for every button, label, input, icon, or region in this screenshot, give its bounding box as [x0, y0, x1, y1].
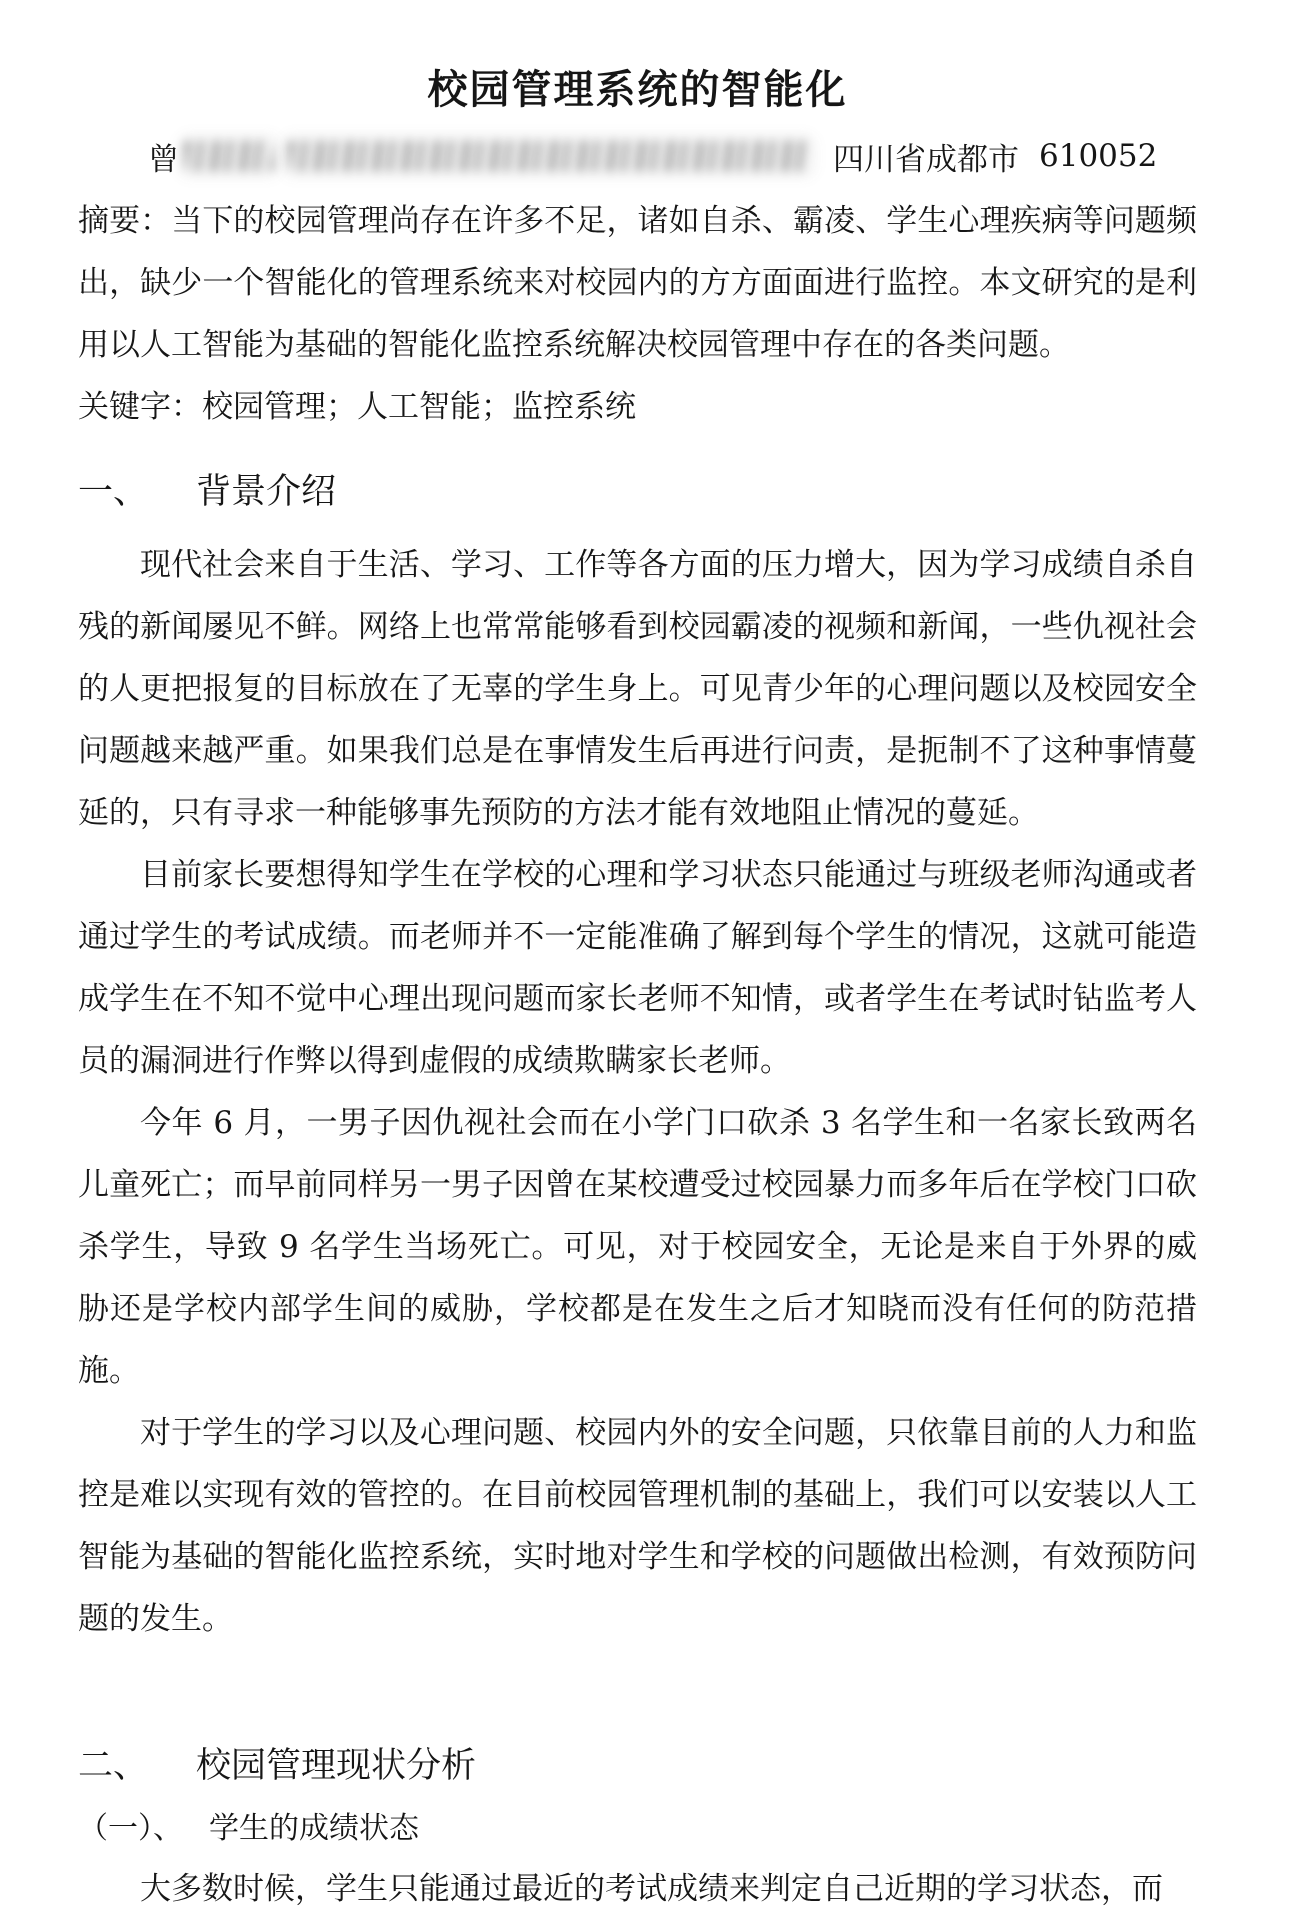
keywords-text: 校园管理；人工智能；监控系统	[202, 389, 636, 425]
abstract-text: 当下的校园管理尚存在许多不足，诸如自杀、霸凌、学生心理疾病等问题频出，缺少一个智能化的管理系统来对校园内的方方面面进行监控。本文研究的是利用以人工智能为基础的智能化监控系统解决校园管理中存在的各类问题。	[78, 203, 1198, 363]
section-title: 背景介绍	[196, 472, 337, 512]
page-title: 校园管理系统的智能化	[427, 66, 848, 113]
section-title: 校园管理现状分析	[196, 1746, 477, 1786]
redacted-author-affiliation-blur	[289, 141, 809, 171]
section-number: 二、	[78, 1746, 149, 1786]
paragraph-background-2: 目前家长要想得知学生在学校的心理和学习状态只能通过与班级老师沟通或者通过学生的考试成绩。而老师并不一定能准确了解到每个学生的情况，这就可能造成学生在不知不觉中心理出现问题而家长老师不知情，或者学生在考试时钻监考人员的漏洞进行作弊以得到虚假的成绩欺瞒家长老师。	[78, 857, 1197, 1079]
paragraph-grade-status-1: 大多数时候，学生只能通过最近的考试成绩来判定自己近期的学习状态，而	[140, 1871, 1163, 1907]
subsection-number: （一）、	[78, 1811, 183, 1846]
author-surname: 曾	[148, 141, 179, 178]
section-heading-background	[78, 464, 1197, 520]
keywords-line	[78, 376, 1197, 438]
abstract-label: 摘要：	[78, 203, 172, 239]
abstract-paragraph	[78, 190, 1197, 376]
subsection-title: 学生的成绩状态	[209, 1811, 419, 1846]
paragraph-background-1: 现代社会来自于生活、学习、工作等各方面的压力增大，因为学习成绩自杀自残的新闻屡见不鲜。网络上也常常能够看到校园霸凌的视频和新闻，一些仇视社会的人更把报复的目标放在了无辜的学生身上。可见青少年的心理问题以及校园安全问题越来越严重。如果我们总是在事情发生后再进行问责，是扼制不了这种事情蔓延的，只有寻求一种能够事先预防的方法才能有效地阻止情况的蔓延。	[78, 547, 1197, 831]
section-number: 一、	[78, 472, 149, 512]
section-heading-status-analysis	[78, 1738, 1197, 1794]
author-location: 四川省成都市	[833, 141, 1019, 178]
keywords-label: 关键字：	[78, 389, 202, 425]
redacted-author-name-blur	[185, 141, 273, 171]
paragraph-background-4: 对于学生的学习以及心理问题、校园内外的安全问题，只依靠目前的人力和监控是难以实现有效的管控的。在目前校园管理机制的基础上，我们可以安装以人工智能为基础的智能化监控系统，实时地对学生和学校的问题做出检测，有效预防问题的发生。	[78, 1415, 1197, 1637]
author-postal-code: 610052	[1039, 138, 1158, 174]
subsection-heading-grade-status	[78, 1804, 1197, 1854]
author-line	[78, 130, 1197, 182]
paragraph-background-3: 今年 6 月，一男子因仇视社会而在小学门口砍杀 3 名学生和一名家长致两名儿童死亡；而早前同样另一男子因曾在某校遭受过校园暴力而多年后在学校门口砍杀学生，导致 9 名学生当场死亡。可见，对于校园安全，无论是来自于外界的威胁还是学校内部学生间的威胁，学校都是在发生之后才知晓而没有任何的防范措施。	[78, 1105, 1197, 1389]
